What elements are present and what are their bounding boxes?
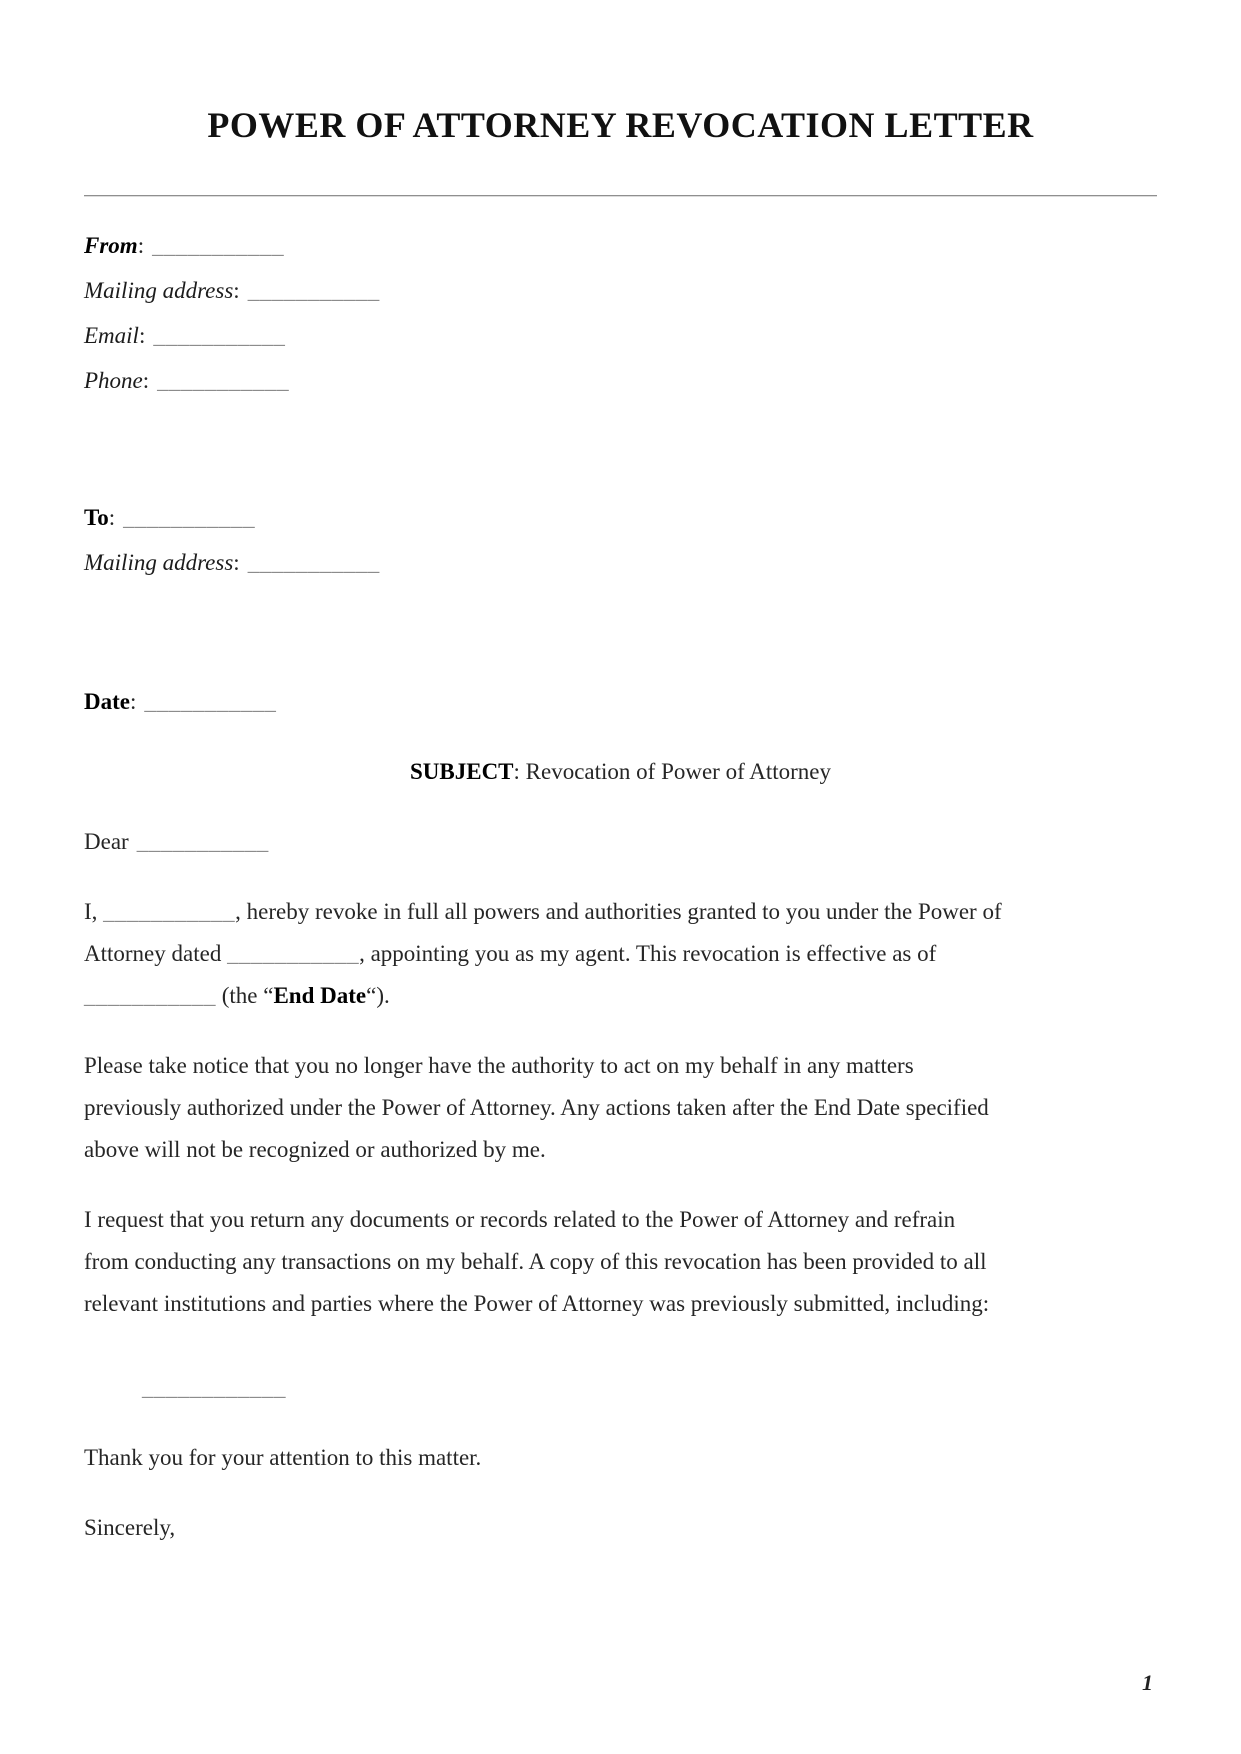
paragraph-request: [84, 1199, 1157, 1325]
paragraph-revocation: [84, 891, 1157, 1017]
salutation-word: Dear: [84, 829, 129, 854]
phone-label: Phone: [84, 368, 143, 393]
to-label: To: [84, 505, 109, 530]
page-number: 1: [1142, 1670, 1153, 1695]
salutation-blank: ___________: [136, 829, 269, 854]
paragraph-line: relevant institutions and parties where the Power of Attorney was previously submitted, including:: [84, 1291, 990, 1316]
paragraph-line: above will not be recognized or authorized by me.: [84, 1137, 546, 1162]
principal-name-blank: ___________: [103, 899, 236, 924]
date-label: Date: [84, 689, 130, 714]
colon: :: [233, 550, 240, 575]
paragraph-notice: [84, 1045, 1157, 1171]
email-blank: ___________: [153, 323, 286, 348]
date-line: [84, 681, 1157, 723]
body-text: I,: [84, 899, 104, 924]
paragraph-line: [84, 975, 1157, 1017]
signoff-line: Sincerely,: [84, 1515, 176, 1540]
colon: :: [142, 368, 150, 393]
phone-line: [84, 358, 1157, 403]
closing-line: Thank you for your attention to this matter.: [84, 1445, 482, 1470]
recipient-block: [84, 495, 1157, 585]
email-label: Email: [84, 323, 139, 348]
from-line: [84, 223, 1157, 268]
paragraph-line: [84, 933, 1157, 975]
title-divider: [84, 195, 1157, 197]
paragraph-line: [84, 891, 1157, 933]
body-text: , hereby revoke in full all powers and authorities granted to you under the Power of: [235, 899, 1002, 924]
to-blank: ___________: [123, 505, 256, 530]
from-label: From: [84, 233, 138, 258]
mailing-address-blank: ___________: [247, 278, 380, 303]
from-blank: ___________: [152, 233, 285, 258]
mailing-address-label: Mailing address: [84, 550, 234, 575]
body-text: Attorney dated: [84, 941, 228, 966]
mailing-address-label: Mailing address: [84, 278, 234, 303]
document-title: POWER OF ATTORNEY REVOCATION LETTER: [207, 105, 1034, 145]
paragraph-line: Please take notice that you no longer have the authority to act on my behalf in any matters: [84, 1053, 914, 1078]
recipient-mailing-address-line: [84, 540, 1157, 585]
paragraph-line: previously authorized under the Power of Attorney. Any actions taken after the End Date specified: [84, 1095, 989, 1120]
to-line: [84, 495, 1157, 540]
phone-blank: ___________: [157, 368, 290, 393]
end-date-term: End Date: [273, 983, 367, 1008]
colon: :: [108, 505, 116, 530]
subject-label: SUBJECT: [409, 759, 514, 784]
institution-blank: ____________: [142, 1375, 286, 1400]
date-blank: ___________: [144, 689, 277, 714]
body-text: , appointing you as my agent. This revocation is effective as of: [359, 941, 937, 966]
end-date-blank: ___________: [84, 983, 216, 1008]
institutions-blank-line: [84, 1367, 1157, 1409]
colon: :: [137, 233, 145, 258]
paragraph-line: from conducting any transactions on my behalf. A copy of this revocation has been provided to all: [84, 1249, 987, 1274]
colon: :: [233, 278, 240, 303]
body-text: “).: [366, 983, 390, 1008]
poa-date-blank: ___________: [227, 941, 360, 966]
colon: :: [138, 323, 146, 348]
subject-text: : Revocation of Power of Attorney: [513, 759, 831, 784]
subject-line: [84, 751, 1157, 793]
sender-block: [84, 223, 1157, 403]
paragraph-line: I request that you return any documents or records related to the Power of Attorney and refrain: [84, 1207, 956, 1232]
salutation-line: [84, 821, 1157, 863]
body-text: (the “: [216, 983, 274, 1008]
colon: :: [129, 689, 137, 714]
email-line: [84, 313, 1157, 358]
sender-mailing-address-line: [84, 268, 1157, 313]
recipient-mailing-address-blank: ___________: [247, 550, 380, 575]
